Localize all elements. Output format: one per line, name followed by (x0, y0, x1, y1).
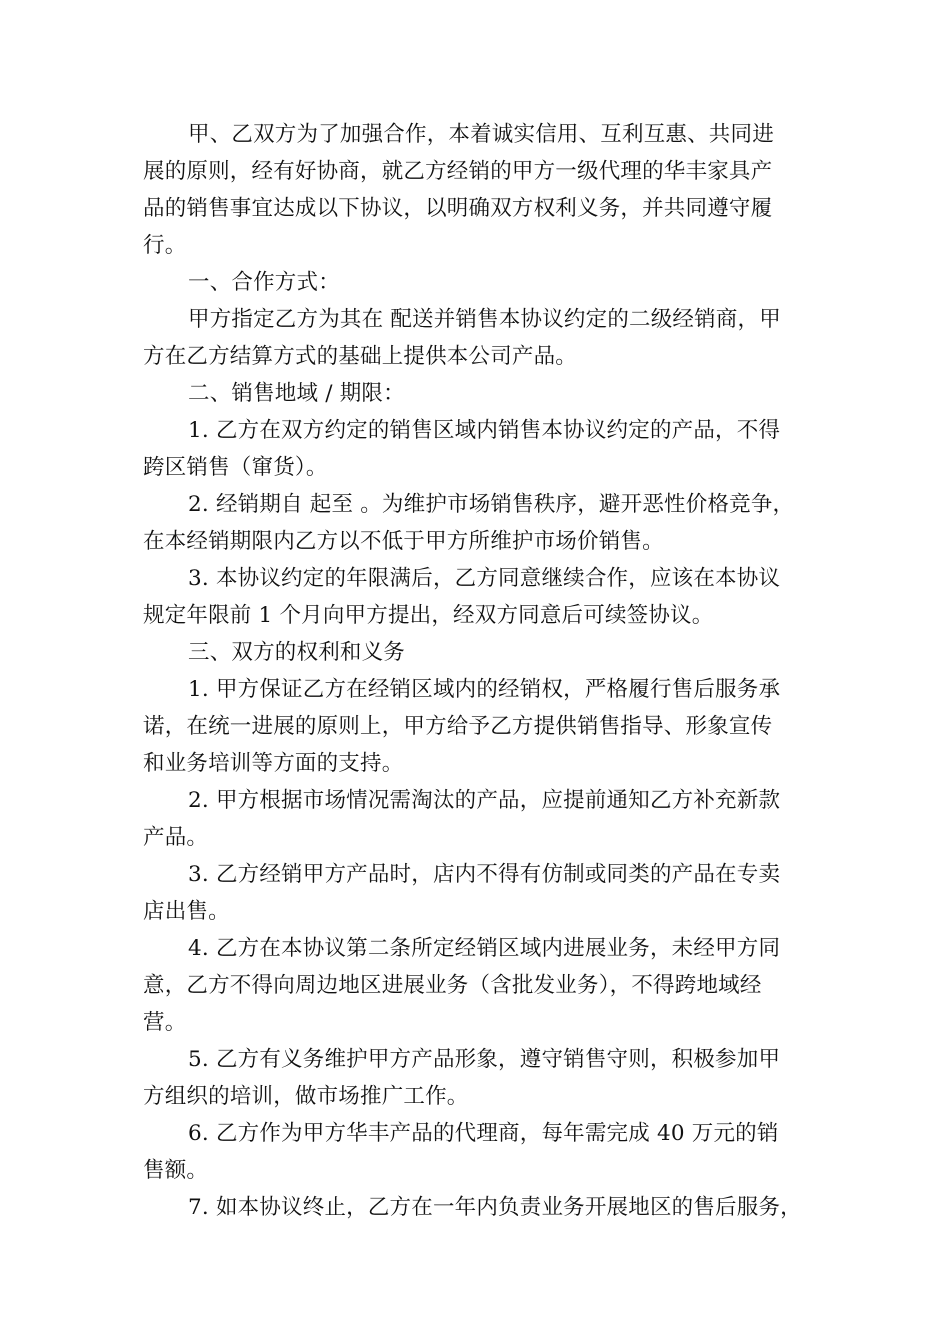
paragraph-line: 行。 (143, 233, 187, 258)
list-item-line: 2. 甲方根据市场情况需淘汰的产品，应提前通知乙方补充新款 (188, 788, 781, 813)
list-item-line: 规定年限前 1 个月向甲方提出，经双方同意后可续签协议。 (143, 603, 714, 628)
list-item-line: 意，乙方不得向周边地区进展业务（含批发业务），不得跨地域经 (143, 973, 762, 998)
list-item-line: 在本经销期限内乙方以不低于甲方所维护市场价销售。 (143, 529, 664, 554)
list-item-line: 和业务培训等方面的支持。 (143, 751, 404, 776)
paragraph-line: 品的销售事宜达成以下协议，以明确双方权利义务，并共同遵守履 (143, 196, 773, 221)
list-item-line: 售额。 (143, 1158, 209, 1183)
list-item-line: 1. 甲方保证乙方在经销区域内的经销权，严格履行售后服务承 (188, 677, 781, 702)
list-item-line: 4. 乙方在本协议第二条所定经销区域内进展业务，未经甲方同 (188, 936, 781, 961)
list-item-line: 3. 本协议约定的年限满后，乙方同意继续合作，应该在本协议 (188, 566, 781, 591)
list-item-line: 店出售。 (143, 899, 230, 924)
paragraph-line: 甲、乙双方为了加强合作，本着诚实信用、互利互惠、共同进 (188, 122, 774, 147)
list-item-line: 营。 (143, 1010, 187, 1035)
list-item-line: 5. 乙方有义务维护甲方产品形象，遵守销售守则，积极参加甲 (188, 1047, 781, 1072)
list-item-line: 6. 乙方作为甲方华丰产品的代理商，每年需完成 40 万元的销 (188, 1121, 779, 1146)
section-heading: 一、合作方式： (188, 270, 340, 295)
list-item-line: 跨区销售（窜货）。 (143, 455, 328, 480)
list-item-line: 产品。 (143, 825, 209, 850)
paragraph-line: 方在乙方结算方式的基础上提供本公司产品。 (143, 344, 578, 369)
list-item-line: 3. 乙方经销甲方产品时，店内不得有仿制或同类的产品在专卖 (188, 862, 781, 887)
section-heading: 三、双方的权利和义务 (188, 640, 406, 665)
list-item-line: 7. 如本协议终止，乙方在一年内负责业务开展地区的售后服务， (188, 1195, 802, 1220)
section-heading: 二、销售地域 / 期限： (188, 381, 405, 406)
document-body (143, 116, 813, 1226)
list-item-line: 1. 乙方在双方约定的销售区域内销售本协议约定的产品，不得 (188, 418, 781, 443)
paragraph-line: 甲方指定乙方为其在 配送并销售本协议约定的二级经销商，甲 (188, 307, 781, 332)
list-item-line: 2. 经销期自 起至 。为维护市场销售秩序，避开恶性价格竞争， (188, 492, 795, 517)
paragraph-line: 展的原则，经有好协商，就乙方经销的甲方一级代理的华丰家具产 (143, 159, 773, 184)
list-item-line: 诺，在统一进展的原则上，甲方给予乙方提供销售指导、形象宣传 (143, 714, 773, 739)
list-item-line: 方组织的培训，做市场推广工作。 (143, 1084, 469, 1109)
